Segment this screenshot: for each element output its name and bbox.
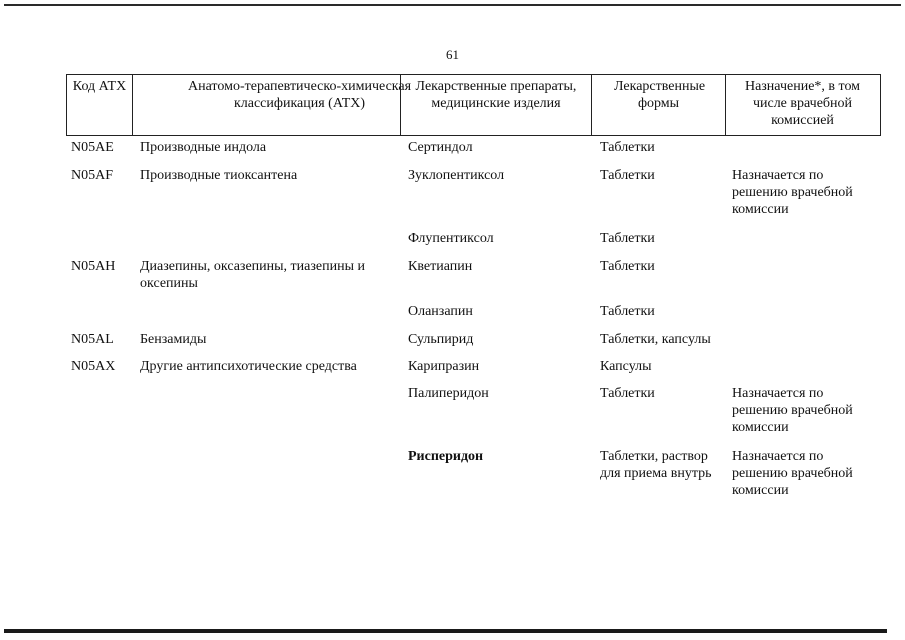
header-classification: Анатомо-терапевтическо-химическая классификация (АТХ) — [132, 75, 466, 135]
drug-form: Таблетки, капсулы — [600, 332, 711, 347]
drug-form: Таблетки — [600, 386, 655, 401]
drug-name: Кветиапин — [408, 259, 473, 274]
drug-name: Сертиндол — [408, 140, 473, 155]
drug-name: Палиперидон — [408, 386, 489, 401]
atc-code: N05AX — [71, 359, 116, 374]
header-purpose: Назначение*, в том числе врачебной комиссией — [725, 75, 879, 135]
drug-form: Таблетки — [600, 304, 655, 319]
atc-code: N05AF — [71, 168, 114, 183]
atc-classification: Диазепины, оксазепины, тиазепины и оксепины — [140, 259, 366, 291]
page-number: 61 — [446, 47, 459, 62]
drug-name: Оланзапин — [408, 304, 473, 319]
atc-code: N05AE — [71, 140, 114, 155]
atc-classification: Производные тиоксантена — [140, 168, 298, 183]
drug-form: Капсулы — [600, 359, 652, 374]
drug-form: Таблетки — [600, 231, 655, 246]
bottom-rule — [4, 629, 887, 633]
header-code: Код АТХ — [72, 79, 127, 94]
header-forms: Лекарственные формы — [591, 75, 725, 135]
drug-name: Флупентиксол — [408, 231, 494, 246]
atc-classification: Бензамиды — [140, 332, 207, 347]
header-drugs: Лекарственные препараты, медицинские изделия — [400, 75, 591, 135]
atc-classification: Производные индола — [140, 140, 267, 155]
drug-form: Таблетки, раствор для приема внутрь — [600, 449, 712, 481]
atc-code: N05AH — [71, 259, 116, 274]
atc-classification: Другие антипсихотические средства — [140, 359, 357, 374]
purpose-note: Назначается по решению врачебной комиссии — [732, 386, 853, 435]
drug-name: Карипразин — [408, 359, 480, 374]
purpose-note: Назначается по решению врачебной комиссии — [732, 168, 853, 217]
drug-name: Рисперидон — [408, 449, 484, 464]
drug-form: Таблетки — [600, 140, 655, 155]
table-header — [66, 74, 881, 136]
drug-form: Таблетки — [600, 259, 655, 274]
top-rule — [4, 4, 901, 6]
drug-name: Зуклопентиксол — [408, 168, 505, 183]
drug-name: Сульпирид — [408, 332, 474, 347]
purpose-note: Назначается по решению врачебной комиссии — [732, 449, 853, 498]
drug-form: Таблетки — [600, 168, 655, 183]
atc-code: N05AL — [71, 332, 114, 347]
